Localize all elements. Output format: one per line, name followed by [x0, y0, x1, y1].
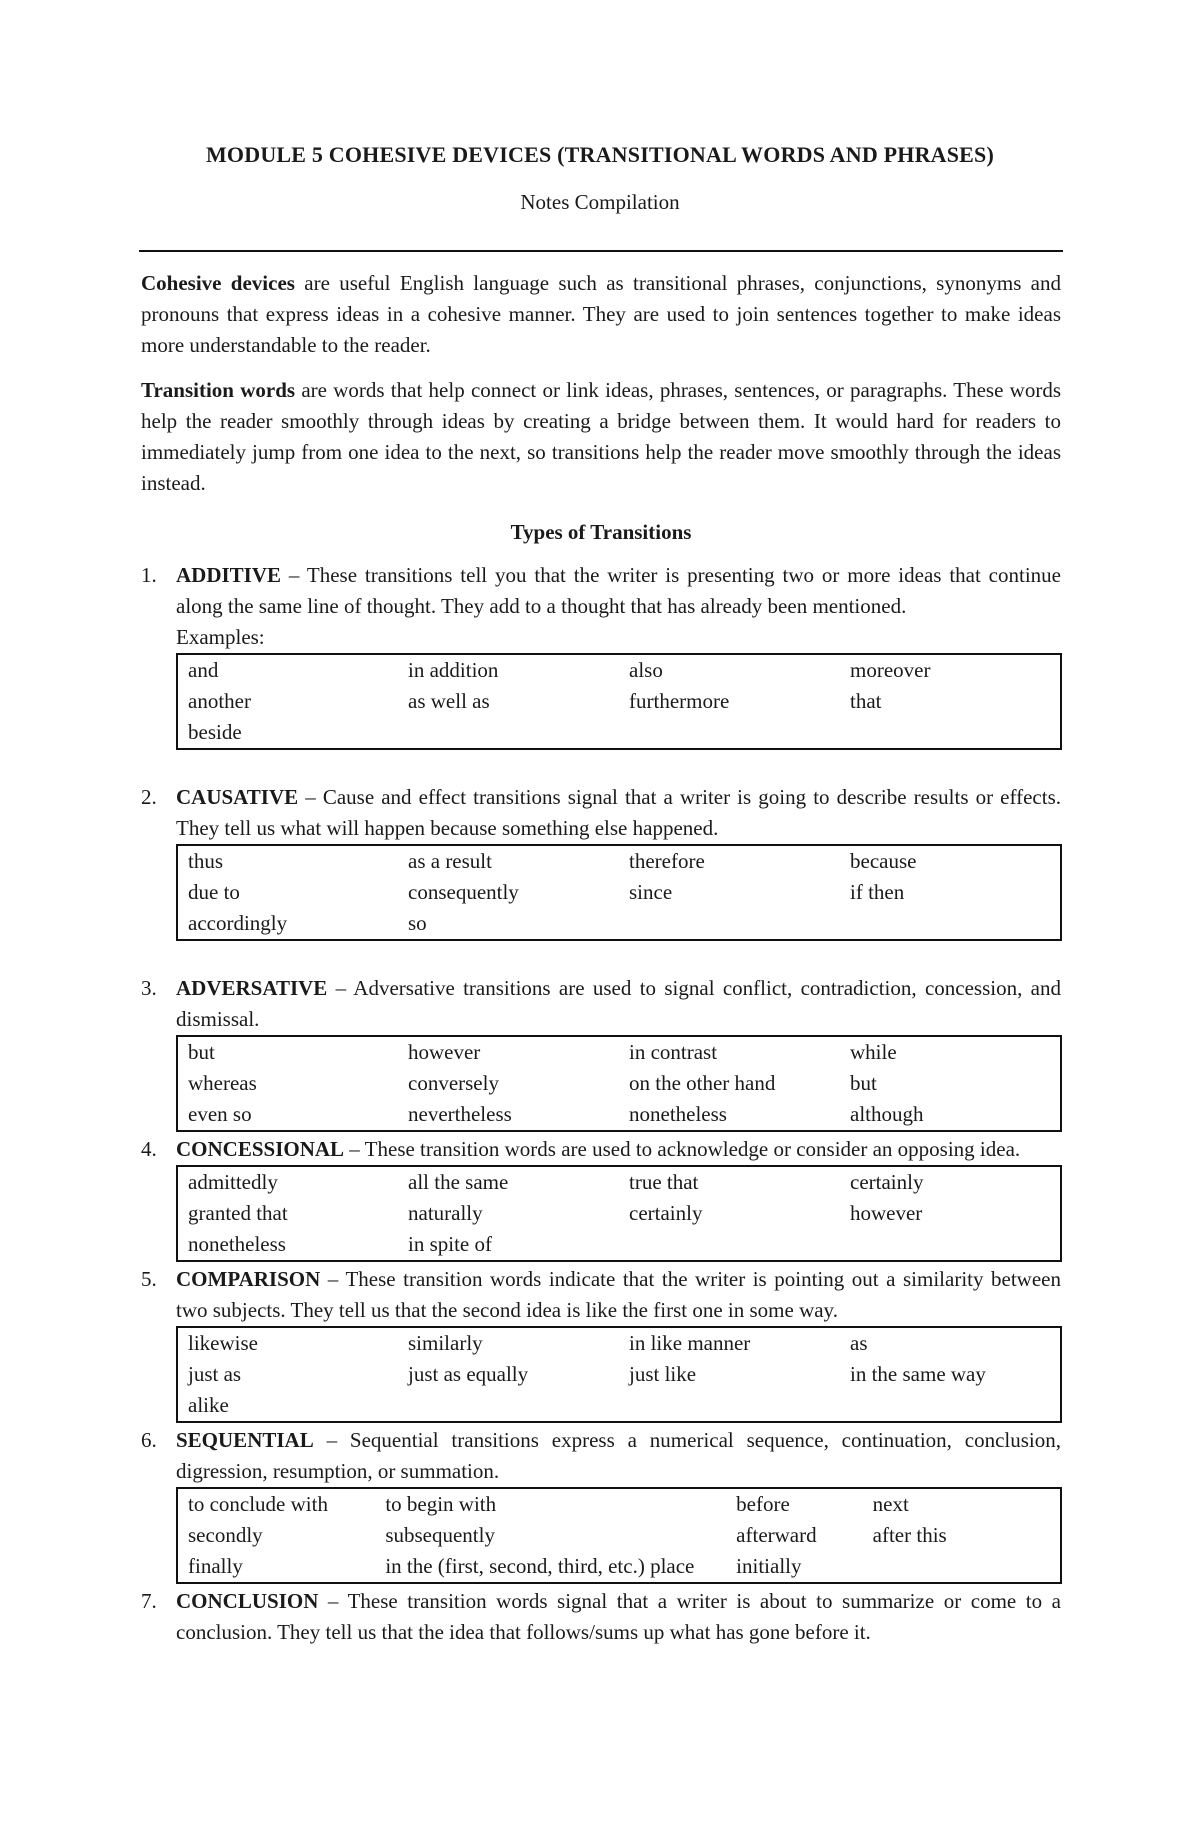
transition-word: because: [850, 849, 917, 873]
type-term: COMPARISON: [176, 1267, 321, 1291]
transition-word: [619, 908, 840, 940]
transition-word: just like: [629, 1362, 697, 1386]
type-description-text: – These transitions tell you that the writer is presenting two or more ideas that continue along the same line of thought. They add to a thought that has already been mentioned.: [176, 563, 1061, 618]
page-title: MODULE 5 COHESIVE DEVICES (TRANSITIONAL WORDS AND PHRASES): [205, 142, 995, 167]
table-row: [177, 877, 1061, 908]
transition-word: thus: [188, 849, 224, 873]
transition-word: conversely: [408, 1071, 499, 1095]
transition-word: nonetheless: [188, 1232, 286, 1256]
type-description-text: – Cause and effect transitions signal that a writer is going to describe results or effects. They tell us what will happen because something else happened.: [176, 785, 1061, 840]
transition-type-item: [141, 560, 1061, 750]
transition-word: finally: [188, 1554, 243, 1578]
transition-type-item: [141, 1425, 1061, 1584]
type-description: [176, 560, 1061, 622]
transition-word: but: [188, 1040, 215, 1064]
transition-word: accordingly: [188, 911, 288, 935]
transition-word: granted that: [188, 1201, 288, 1225]
transition-type-item: [141, 1134, 1061, 1262]
transition-word: [398, 1390, 619, 1422]
transition-word: in addition: [408, 658, 499, 682]
examples-table: [176, 653, 1062, 750]
transition-word: that: [850, 689, 882, 713]
document-body: [141, 268, 1061, 1648]
transition-word: whereas: [188, 1071, 257, 1095]
type-description: [176, 1264, 1061, 1326]
examples-table: [176, 1487, 1062, 1584]
table-row: [177, 1327, 1061, 1359]
transition-word: if then: [850, 880, 905, 904]
table-row: [177, 1036, 1061, 1068]
table-row: [177, 717, 1061, 749]
transition-word: as well as: [408, 689, 490, 713]
item-number: 6.: [141, 1428, 157, 1452]
transition-word: in like manner: [629, 1331, 751, 1355]
item-number: 2.: [141, 785, 157, 809]
transition-word: subsequently: [385, 1523, 495, 1547]
item-spacer: [141, 941, 1061, 973]
transition-word: in the same way: [850, 1362, 986, 1386]
transition-word: due to: [188, 880, 240, 904]
transition-word: admittedly: [188, 1170, 278, 1194]
transition-type-item: [141, 1586, 1061, 1648]
type-term: ADDITIVE: [176, 563, 282, 587]
table-row: [177, 1099, 1061, 1131]
transition-word: [840, 1390, 1061, 1422]
transition-types-list: [141, 560, 1061, 1648]
transition-word: just as equally: [408, 1362, 529, 1386]
transition-word: [840, 908, 1061, 940]
transition-word: before: [736, 1492, 790, 1516]
transition-word: beside: [188, 720, 242, 744]
cohesive-devices-text: are useful English language such as transitional phrases, conjunctions, synonyms and pronouns that express ideas in a cohesive manner. They are used to join sentences together to make ideas more understandable to the reader.: [141, 271, 1061, 357]
transition-word: in the (first, second, third, etc.) place: [385, 1554, 695, 1578]
table-row: [177, 1520, 1061, 1551]
examples-table: [176, 1165, 1062, 1262]
transition-word: certainly: [850, 1170, 924, 1194]
transition-type-item: [141, 973, 1061, 1132]
transition-word: nonetheless: [629, 1102, 727, 1126]
header-divider: [139, 250, 1063, 252]
transition-word: [619, 1390, 840, 1422]
transition-word: [840, 717, 1061, 749]
transition-word: naturally: [408, 1201, 483, 1225]
transition-word: another: [188, 689, 251, 713]
examples-table: [176, 844, 1062, 941]
transition-word: after this: [872, 1523, 947, 1547]
item-number: 4.: [141, 1137, 157, 1161]
transition-word: afterward: [736, 1523, 817, 1547]
table-row: [177, 908, 1061, 940]
type-term: SEQUENTIAL: [176, 1428, 314, 1452]
table-row: [177, 1166, 1061, 1198]
table-row: [177, 1229, 1061, 1261]
type-description-text: – Sequential transitions express a numerical sequence, continuation, conclusion, digression, resumption, or summation.: [176, 1428, 1061, 1483]
transition-word: furthermore: [629, 689, 730, 713]
transition-word: initially: [736, 1554, 802, 1578]
examples-table: [176, 1035, 1062, 1132]
transition-word: alike: [188, 1393, 229, 1417]
type-description: [176, 1425, 1061, 1487]
transition-word: since: [629, 880, 673, 904]
transition-word: but: [850, 1071, 877, 1095]
transition-words-text: are words that help connect or link ideas, phrases, sentences, or paragraphs. These words help the reader smoothly through ideas by creating a bridge between them. It would hard for readers to immediately jump from one idea to the next, so transitions help the reader move smoothly through the ideas instead.: [141, 378, 1061, 495]
cohesive-devices-paragraph: [141, 268, 1061, 361]
type-description-text: – These transition words are used to acknowledge or consider an opposing idea.: [344, 1137, 1021, 1161]
table-row: [177, 1551, 1061, 1583]
transition-word: [398, 717, 619, 749]
item-number: 1.: [141, 563, 157, 587]
transition-words-paragraph: [141, 375, 1061, 499]
transition-type-item: [141, 782, 1061, 941]
transition-word: in spite of: [408, 1232, 492, 1256]
transition-word: next: [872, 1492, 909, 1516]
transition-word: and: [188, 658, 219, 682]
transition-word: however: [850, 1201, 923, 1225]
transition-word: therefore: [629, 849, 705, 873]
transition-word: in contrast: [629, 1040, 718, 1064]
item-spacer: [141, 750, 1061, 782]
transition-word: to begin with: [385, 1492, 497, 1516]
transition-word: to conclude with: [188, 1492, 328, 1516]
transition-word: just as: [188, 1362, 242, 1386]
transition-word: moreover: [850, 658, 931, 682]
type-description-text: – These transition words signal that a writer is about to summarize or come to a conclusion. They tell us that the idea that follows/sums up what has gone before it.: [176, 1589, 1061, 1644]
transition-word: consequently: [408, 880, 519, 904]
page-subtitle: Notes Compilation: [520, 190, 680, 214]
type-description: [176, 782, 1061, 844]
transition-word: although: [850, 1102, 924, 1126]
table-row: [177, 686, 1061, 717]
item-number: 5.: [141, 1267, 157, 1291]
item-number: 7.: [141, 1589, 157, 1613]
type-description: [176, 1134, 1061, 1165]
type-term: CONCESSIONAL: [176, 1137, 345, 1161]
transition-word: certainly: [629, 1201, 703, 1225]
examples-label: Examples:: [176, 625, 265, 649]
transition-word: [840, 1229, 1061, 1261]
transition-word: while: [850, 1040, 897, 1064]
table-row: [177, 1068, 1061, 1099]
transition-word: secondly: [188, 1523, 263, 1547]
table-row: [177, 845, 1061, 877]
transition-word: all the same: [408, 1170, 509, 1194]
type-term: ADVERSATIVE: [176, 976, 328, 1000]
transition-word: so: [408, 911, 427, 935]
table-row: [177, 1359, 1061, 1390]
type-description: [176, 973, 1061, 1035]
table-row: [177, 654, 1061, 686]
type-description-text: – Adversative transitions are used to signal conflict, contradiction, concession, and dismissal.: [176, 976, 1061, 1031]
types-heading: Types of Transitions: [510, 520, 692, 544]
table-row: [177, 1390, 1061, 1422]
transition-word: nevertheless: [408, 1102, 512, 1126]
item-number: 3.: [141, 976, 157, 1000]
transition-word: likewise: [188, 1331, 258, 1355]
type-term: CAUSATIVE: [176, 785, 299, 809]
transition-word: however: [408, 1040, 481, 1064]
cohesive-devices-term: Cohesive devices: [141, 271, 295, 295]
transition-word: as: [850, 1331, 868, 1355]
type-term: CONCLUSION: [176, 1589, 319, 1613]
transition-word: true that: [629, 1170, 699, 1194]
transition-word: on the other hand: [629, 1071, 776, 1095]
transition-word: [863, 1551, 1061, 1583]
table-row: [177, 1198, 1061, 1229]
transition-word: as a result: [408, 849, 492, 873]
transition-word: also: [629, 658, 663, 682]
transition-word: similarly: [408, 1331, 483, 1355]
transition-word: even so: [188, 1102, 252, 1126]
examples-table: [176, 1326, 1062, 1423]
type-description: [176, 1586, 1061, 1648]
transition-word: [619, 1229, 840, 1261]
table-row: [177, 1488, 1061, 1520]
transition-type-item: [141, 1264, 1061, 1423]
type-description-text: – These transition words indicate that the writer is pointing out a similarity between two subjects. They tell us that the second idea is like the first one in some way.: [176, 1267, 1061, 1322]
transition-words-term: Transition words: [141, 378, 296, 402]
transition-word: [619, 717, 840, 749]
